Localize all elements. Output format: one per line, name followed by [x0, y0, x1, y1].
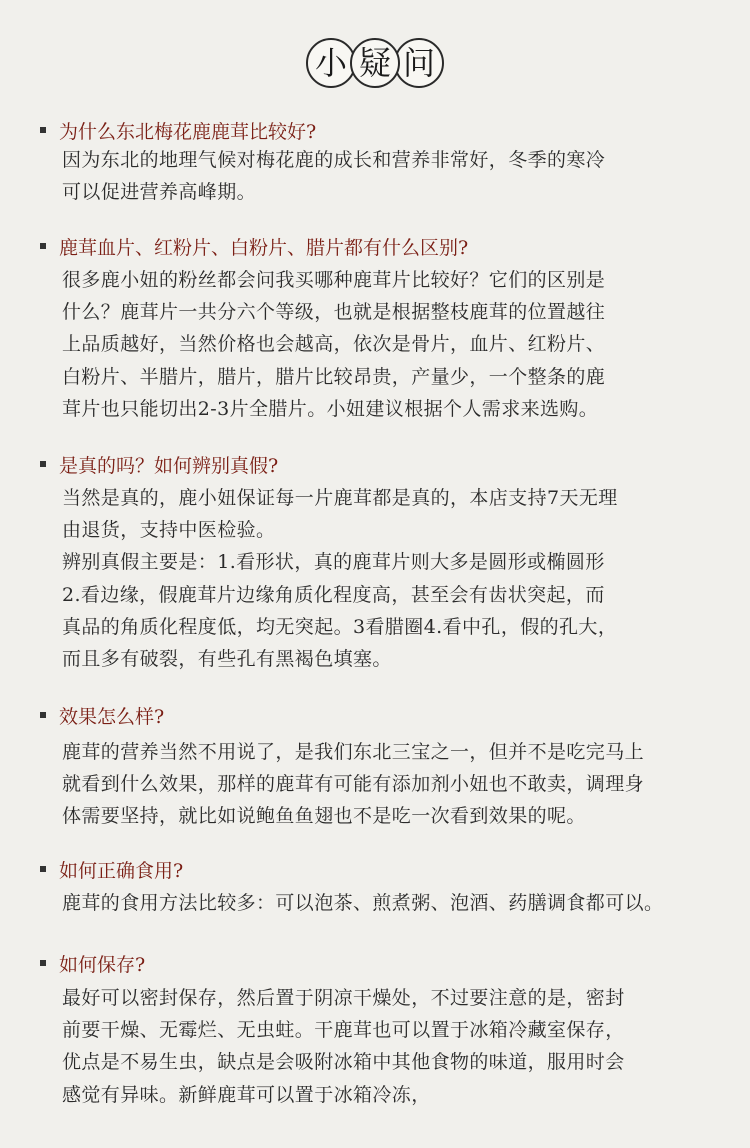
square-bullet-icon	[40, 461, 46, 467]
answer-line: 由退货，支持中医检验。	[62, 519, 276, 542]
answer-line: 上品质越好，当然价格也会越高，依次是骨片，血片、红粉片、	[62, 333, 606, 356]
answer-line: 鹿茸的营养当然不用说了，是我们东北三宝之一，但并不是吃完马上	[62, 741, 645, 763]
faq-question	[40, 702, 164, 728]
square-bullet-icon	[40, 866, 46, 872]
answer-line: 感觉有异味。新鲜鹿茸可以置于冰箱冷冻，	[62, 1083, 431, 1106]
page-title	[0, 34, 750, 92]
square-bullet-icon	[40, 712, 46, 718]
faq-question-text: 如何正确食用?	[59, 859, 184, 882]
faq-question	[40, 451, 278, 477]
faq-answer	[62, 264, 748, 425]
answer-line: 可以促进营养高峰期。	[62, 181, 257, 204]
square-bullet-icon	[40, 243, 46, 249]
title-char-1: 小	[306, 38, 356, 88]
answer-line: 鹿茸的食用方法比较多：可以泡茶、煎煮粥、泡酒、药膳调食都可以。	[62, 892, 664, 914]
answer-line: 茸片也只能切出2-3片全腊片。小妞建议根据个人需求来选购。	[62, 397, 599, 420]
answer-line: 就看到什么效果，那样的鹿茸有可能有添加剂小妞也不敢卖，调理身	[62, 773, 645, 796]
faq-answer	[62, 736, 748, 833]
answer-line: 因为东北的地理气候对梅花鹿的成长和营养非常好，冬季的寒冷	[62, 149, 606, 171]
faq-question	[40, 233, 468, 259]
answer-line: 当然是真的，鹿小妞保证每一片鹿茸都是真的，本店支持7天无理	[62, 487, 618, 509]
answer-line: 真品的角质化程度低，均无突起。3看腊圈4.看中孔，假的孔大，	[62, 615, 618, 638]
faq-question	[40, 117, 316, 143]
faq-question-text: 如何保存?	[59, 953, 146, 976]
faq-answer	[62, 144, 748, 208]
title-char-3: 问	[394, 38, 444, 88]
answer-line: 白粉片、半腊片，腊片，腊片比较昂贵，产量少，一个整条的鹿	[62, 365, 606, 388]
answer-line: 体需要坚持，就比如说鲍鱼鱼翅也不是吃一次看到效果的呢。	[62, 805, 586, 828]
answer-line: 优点是不易生虫，缺点是会吸附冰箱中其他食物的味道，服用时会	[62, 1051, 625, 1074]
faq-question-text: 为什么东北梅花鹿鹿茸比较好?	[59, 120, 317, 143]
answer-line: 2.看边缘，假鹿茸片边缘角质化程度高，甚至会有齿状突起，而	[62, 583, 605, 606]
faq-question	[40, 856, 183, 882]
faq-answer	[62, 887, 748, 919]
faq-answer	[62, 482, 748, 675]
answer-line: 而且多有破裂，有些孔有黑褐色填塞。	[62, 648, 392, 671]
square-bullet-icon	[40, 960, 46, 966]
square-bullet-icon	[40, 127, 46, 133]
title-circles	[309, 38, 441, 88]
faq-answer	[62, 982, 748, 1111]
answer-line: 最好可以密封保存，然后置于阴凉干燥处，不过要注意的是，密封	[62, 987, 625, 1009]
answer-line: 辨别真假主要是：1.看形状，真的鹿茸片则大多是圆形或椭圆形	[62, 551, 605, 574]
title-char-2: 疑	[350, 38, 400, 88]
answer-line: 前要干燥、无霉烂、无虫蛀。干鹿茸也可以置于冰箱冷藏室保存，	[62, 1019, 625, 1042]
faq-question-text: 是真的吗？如何辨别真假?	[59, 454, 279, 477]
answer-line: 很多鹿小妞的粉丝都会问我买哪种鹿茸片比较好？它们的区别是	[62, 269, 606, 291]
faq-question-text: 鹿茸血片、红粉片、白粉片、腊片都有什么区别?	[59, 236, 469, 259]
faq-question	[40, 950, 145, 976]
answer-line: 什么？鹿茸片一共分六个等级，也就是根据整枝鹿茸的位置越往	[62, 301, 606, 324]
faq-question-text: 效果怎么样?	[59, 705, 165, 728]
